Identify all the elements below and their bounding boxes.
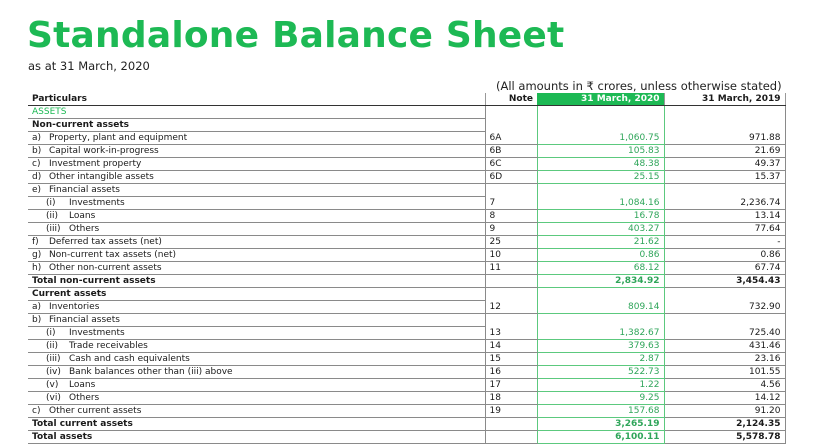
row-value-2019: 0.86 xyxy=(664,249,785,262)
row-particulars xyxy=(28,184,485,197)
row-note: 6C xyxy=(485,158,537,171)
row-text: Total non-current assets xyxy=(32,276,156,287)
row-particulars xyxy=(28,210,485,223)
row-text: Total current assets xyxy=(32,419,133,430)
row-particulars xyxy=(28,366,485,379)
row-text: Loans xyxy=(69,211,96,222)
row-note: 6B xyxy=(485,145,537,158)
row-label: e) xyxy=(32,185,42,196)
row-value-2020: 1,060.75 xyxy=(537,132,664,145)
row-particulars xyxy=(28,314,485,327)
row-note: 16 xyxy=(485,366,537,379)
row-value-2019: 67.74 xyxy=(664,262,785,275)
row-text: Cash and cash equivalents xyxy=(69,354,190,365)
row-text: Total assets xyxy=(32,432,93,443)
header-current-year: 31 March, 2020 xyxy=(537,93,664,106)
row-text: Other current assets xyxy=(49,406,142,417)
row-value-2020: 0.86 xyxy=(537,249,664,262)
row-label: (iii) xyxy=(46,354,61,365)
row-label: c) xyxy=(32,159,41,170)
table-row xyxy=(28,132,785,145)
balance-sheet-table xyxy=(28,93,786,444)
row-value-2020: 157.68 xyxy=(537,405,664,418)
row-value-2019: 21.69 xyxy=(664,145,785,158)
row-label: (vi) xyxy=(46,393,61,404)
row-value-2019 xyxy=(664,106,785,119)
row-text: Investment property xyxy=(49,159,142,170)
row-value-2020: 379.63 xyxy=(537,340,664,353)
row-particulars xyxy=(28,275,485,288)
row-value-2019: 77.64 xyxy=(664,223,785,236)
row-value-2020 xyxy=(537,314,664,327)
row-value-2019: 91.20 xyxy=(664,405,785,418)
amounts-note: (All amounts in ₹ crores, unless otherwise stated) xyxy=(496,79,782,93)
row-value-2020: 1,382.67 xyxy=(537,327,664,340)
row-value-2019: 2,124.35 xyxy=(664,418,785,431)
page-title: Standalone Balance Sheet xyxy=(27,15,565,56)
table-row xyxy=(28,158,785,171)
row-value-2019: 101.55 xyxy=(664,366,785,379)
row-value-2020: 1.22 xyxy=(537,379,664,392)
row-note: 10 xyxy=(485,249,537,262)
row-note: 6A xyxy=(485,132,537,145)
row-value-2020: 48.38 xyxy=(537,158,664,171)
row-value-2020: 105.83 xyxy=(537,145,664,158)
row-value-2019: 725.40 xyxy=(664,327,785,340)
row-particulars xyxy=(28,353,485,366)
table-row xyxy=(28,210,785,223)
table-row xyxy=(28,379,785,392)
row-label: (ii) xyxy=(46,211,59,222)
row-label: (i) xyxy=(46,328,56,339)
table-body xyxy=(28,106,785,444)
table-row xyxy=(28,236,785,249)
row-note: 8 xyxy=(485,210,537,223)
row-label: (ii) xyxy=(46,341,59,352)
row-text: Financial assets xyxy=(49,185,120,196)
row-text: Investments xyxy=(69,198,125,209)
row-note: 18 xyxy=(485,392,537,405)
row-text: ASSETS xyxy=(32,107,67,118)
row-value-2019: 14.12 xyxy=(664,392,785,405)
table-row xyxy=(28,353,785,366)
row-particulars xyxy=(28,249,485,262)
row-value-2020: 9.25 xyxy=(537,392,664,405)
row-note: 19 xyxy=(485,405,537,418)
row-label: h) xyxy=(32,263,42,274)
row-value-2020 xyxy=(537,288,664,301)
row-note xyxy=(485,275,537,288)
row-label: d) xyxy=(32,172,42,183)
row-value-2019: - xyxy=(664,236,785,249)
row-value-2020 xyxy=(537,119,664,132)
row-particulars xyxy=(28,197,485,210)
header-previous-year: 31 March, 2019 xyxy=(664,93,785,106)
row-label: (v) xyxy=(46,380,59,391)
table-row xyxy=(28,145,785,158)
row-value-2020: 2,834.92 xyxy=(537,275,664,288)
row-particulars xyxy=(28,262,485,275)
row-value-2020: 809.14 xyxy=(537,301,664,314)
row-value-2020 xyxy=(537,184,664,197)
row-note: 14 xyxy=(485,340,537,353)
row-label: b) xyxy=(32,146,42,157)
row-value-2020: 3,265.19 xyxy=(537,418,664,431)
row-text: Loans xyxy=(69,380,96,391)
row-particulars xyxy=(28,236,485,249)
row-value-2019: 49.37 xyxy=(664,158,785,171)
row-text: Capital work-in-progress xyxy=(49,146,159,157)
row-value-2020: 522.73 xyxy=(537,366,664,379)
row-value-2020: 1,084.16 xyxy=(537,197,664,210)
table-row xyxy=(28,275,785,288)
row-particulars xyxy=(28,301,485,314)
row-note: 12 xyxy=(485,301,537,314)
row-note xyxy=(485,106,537,119)
row-particulars xyxy=(28,431,485,444)
row-note: 17 xyxy=(485,379,537,392)
row-note: 11 xyxy=(485,262,537,275)
row-value-2019: 4.56 xyxy=(664,379,785,392)
row-text: Others xyxy=(69,224,100,235)
row-value-2019: 5,578.78 xyxy=(664,431,785,444)
row-text: Trade receivables xyxy=(69,341,148,352)
table-row xyxy=(28,197,785,210)
row-text: Deferred tax assets (net) xyxy=(49,237,162,248)
row-particulars xyxy=(28,119,485,132)
row-value-2020 xyxy=(537,106,664,119)
row-particulars xyxy=(28,106,485,119)
table-row xyxy=(28,405,785,418)
row-particulars xyxy=(28,158,485,171)
row-text: Inventories xyxy=(49,302,100,313)
row-particulars xyxy=(28,340,485,353)
row-value-2019 xyxy=(664,184,785,197)
header-note: Note xyxy=(485,93,537,106)
row-label: c) xyxy=(32,406,41,417)
row-value-2019: 971.88 xyxy=(664,132,785,145)
row-value-2019 xyxy=(664,119,785,132)
row-value-2020: 25.15 xyxy=(537,171,664,184)
row-label: a) xyxy=(32,133,42,144)
row-note xyxy=(485,431,537,444)
table-row xyxy=(28,418,785,431)
as-at-date: as at 31 March, 2020 xyxy=(28,59,150,73)
row-note: 15 xyxy=(485,353,537,366)
row-value-2019: 13.14 xyxy=(664,210,785,223)
row-note: 9 xyxy=(485,223,537,236)
row-label: b) xyxy=(32,315,42,326)
row-note: 7 xyxy=(485,197,537,210)
row-text: Other intangible assets xyxy=(49,172,154,183)
row-particulars xyxy=(28,379,485,392)
row-particulars xyxy=(28,288,485,301)
row-label: (i) xyxy=(46,198,56,209)
table-row xyxy=(28,119,785,132)
row-particulars xyxy=(28,223,485,236)
table-header-row xyxy=(28,93,785,106)
table-row xyxy=(28,106,785,119)
table-row xyxy=(28,431,785,444)
row-text: Investments xyxy=(69,328,125,339)
header-particulars: Particulars xyxy=(28,93,485,106)
row-text: Others xyxy=(69,393,100,404)
table-row xyxy=(28,340,785,353)
row-value-2019: 15.37 xyxy=(664,171,785,184)
table-row xyxy=(28,184,785,197)
row-value-2020: 68.12 xyxy=(537,262,664,275)
row-value-2019: 2,236.74 xyxy=(664,197,785,210)
row-value-2020: 6,100.11 xyxy=(537,431,664,444)
row-label: f) xyxy=(32,237,39,248)
row-particulars xyxy=(28,171,485,184)
row-note xyxy=(485,184,537,197)
row-text: Bank balances other than (iii) above xyxy=(69,367,233,378)
row-value-2020: 21.62 xyxy=(537,236,664,249)
row-value-2019 xyxy=(664,288,785,301)
row-text: Other non-current assets xyxy=(49,263,162,274)
row-value-2020: 403.27 xyxy=(537,223,664,236)
row-note xyxy=(485,418,537,431)
table-row xyxy=(28,223,785,236)
row-value-2019: 23.16 xyxy=(664,353,785,366)
row-text: Financial assets xyxy=(49,315,120,326)
row-note: 13 xyxy=(485,327,537,340)
row-value-2020: 2.87 xyxy=(537,353,664,366)
row-text: Property, plant and equipment xyxy=(49,133,188,144)
table-row xyxy=(28,249,785,262)
row-note: 25 xyxy=(485,236,537,249)
row-note: 6D xyxy=(485,171,537,184)
row-label: a) xyxy=(32,302,42,313)
row-label: (iv) xyxy=(46,367,61,378)
row-particulars xyxy=(28,392,485,405)
row-note xyxy=(485,119,537,132)
row-particulars xyxy=(28,418,485,431)
row-particulars xyxy=(28,132,485,145)
table-row xyxy=(28,366,785,379)
row-particulars xyxy=(28,405,485,418)
row-value-2019: 732.90 xyxy=(664,301,785,314)
row-text: Current assets xyxy=(32,289,107,300)
table-row xyxy=(28,262,785,275)
row-value-2020: 16.78 xyxy=(537,210,664,223)
row-text: Non-current tax assets (net) xyxy=(49,250,177,261)
row-particulars xyxy=(28,327,485,340)
table-row xyxy=(28,327,785,340)
row-note xyxy=(485,288,537,301)
row-value-2019: 3,454.43 xyxy=(664,275,785,288)
table-row xyxy=(28,392,785,405)
row-note xyxy=(485,314,537,327)
row-value-2019: 431.46 xyxy=(664,340,785,353)
table-row xyxy=(28,171,785,184)
row-label: g) xyxy=(32,250,42,261)
table-row xyxy=(28,288,785,301)
row-particulars xyxy=(28,145,485,158)
table-row xyxy=(28,314,785,327)
row-value-2019 xyxy=(664,314,785,327)
row-text: Non-current assets xyxy=(32,120,129,131)
table-row xyxy=(28,301,785,314)
row-label: (iii) xyxy=(46,224,61,235)
